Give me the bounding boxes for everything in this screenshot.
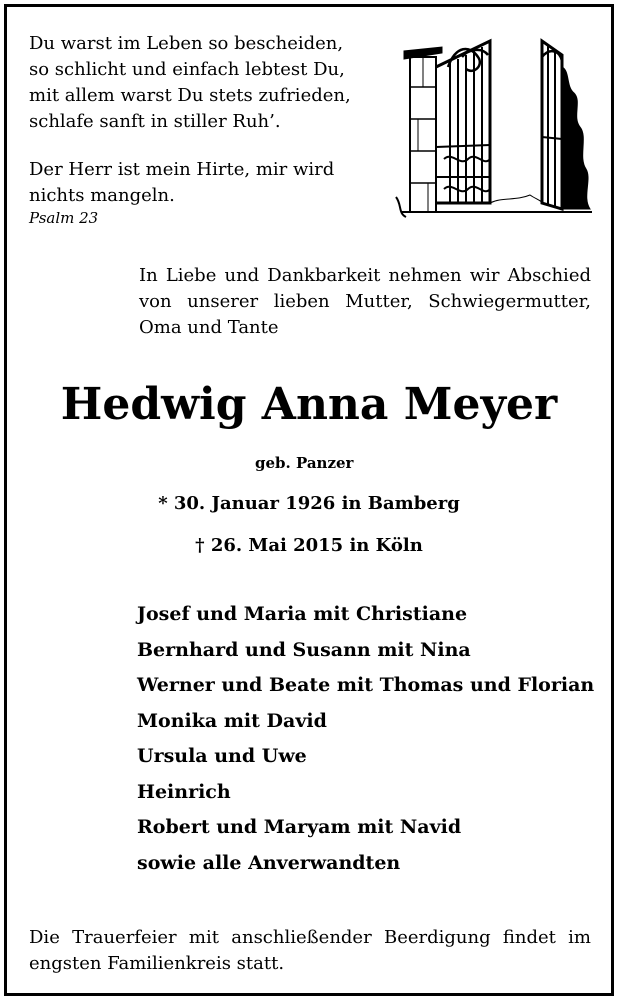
notice-line: Die Trauerfeier mit anschließender Beerdigung findet im <box>29 927 591 948</box>
intro-line: Oma und Tante <box>139 317 279 338</box>
mourner-line: sowie alle Anverwandten <box>137 851 401 874</box>
notice-line: engsten Familienkreis statt. <box>29 953 285 974</box>
mourner-line: Monika mit David <box>137 709 327 732</box>
death-date: † 26. Mai 2015 in Köln <box>195 535 423 556</box>
mourner-line: Ursula und Uwe <box>137 745 307 767</box>
mourner-line: Heinrich <box>137 780 231 803</box>
birth-date: * 30. Januar 1926 in Bamberg <box>158 493 460 514</box>
verse-line: Der Herr ist mein Hirte, mir wird <box>29 159 335 180</box>
mourner-line: Robert und Maryam mit Navid <box>137 816 462 838</box>
bible-verse <box>29 157 334 209</box>
poem-line: mit allem warst Du stets zufrieden, <box>29 85 351 106</box>
intro-line: In Liebe und Dankbarkeit nehmen wir Abschied <box>139 265 591 286</box>
mourner-line: Josef und Maria mit Christiane <box>137 603 468 625</box>
obituary-frame <box>4 4 614 996</box>
maiden-name: geb. Panzer <box>255 454 354 472</box>
funeral-notice <box>29 925 591 977</box>
verse-reference: Psalm 23 <box>29 209 99 227</box>
mourner-line: Bernhard und Susann mit Nina <box>137 638 471 661</box>
poem <box>29 31 351 135</box>
intro-line: von unserer lieben Mutter, Schwiegermutter, <box>139 291 591 312</box>
poem-line: Du warst im Leben so bescheiden, <box>29 33 344 54</box>
poem-line: schlafe sanft in stiller Ruh’. <box>29 111 281 132</box>
mourners-list <box>137 597 594 881</box>
open-cemetery-gate-illustration <box>392 27 597 222</box>
verse-line: nichts mangeln. <box>29 185 175 206</box>
poem-line: so schlicht und einfach lebtest Du, <box>29 59 345 80</box>
deceased-name: Hedwig Anna Meyer <box>60 379 558 430</box>
intro-text <box>139 263 591 341</box>
mourner-line: Werner und Beate mit Thomas und Florian <box>137 674 595 696</box>
